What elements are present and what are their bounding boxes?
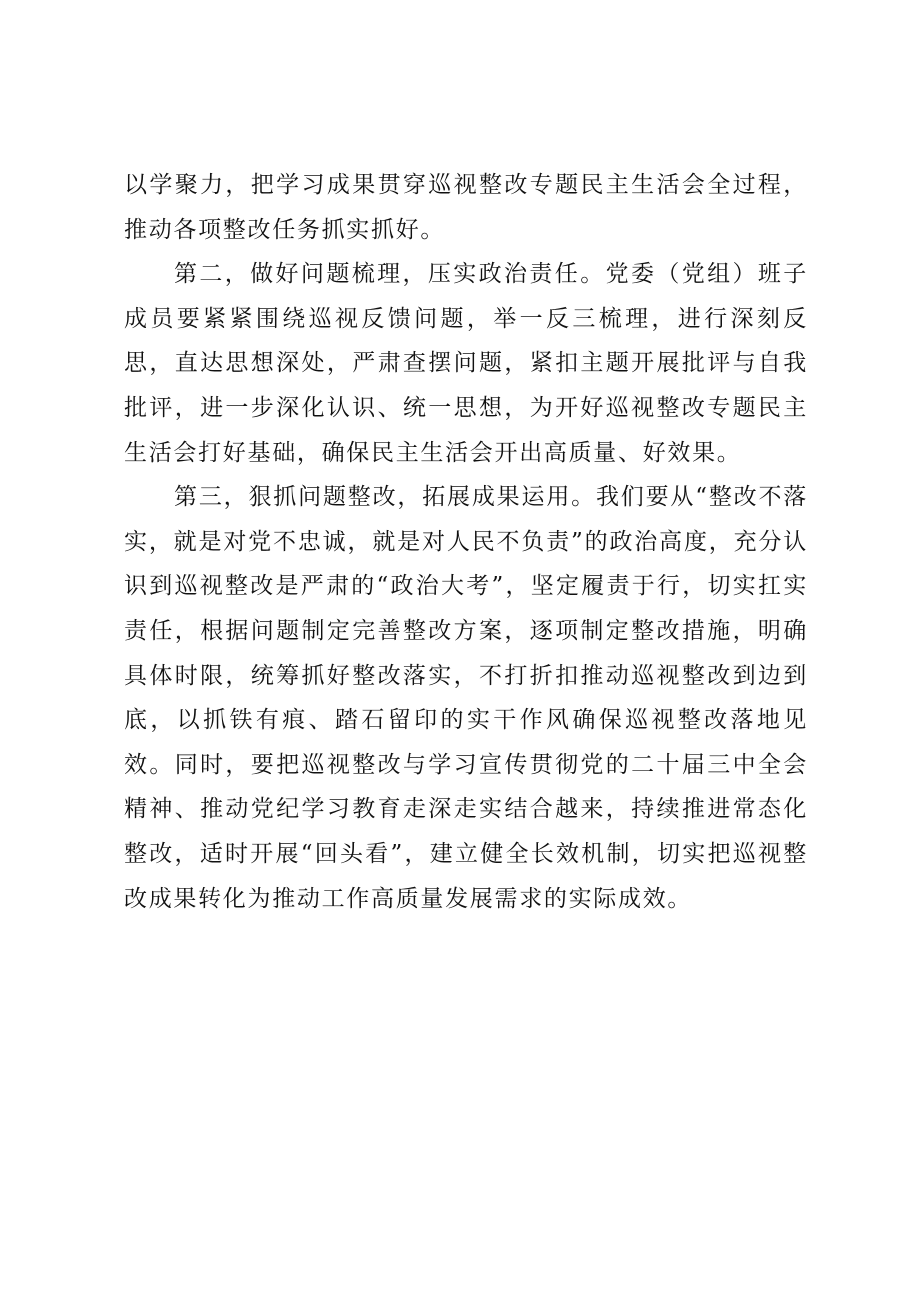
paragraph-third-point: 第三，狠抓问题整改，拓展成果运用。我们要从“整改不落实，就是对党不忠诚，就是对人民不负责”的政治高度，充分认识到巡视整改是严肃的“政治大考”，坚定履责于行，切实扛实责任，根据问题制定完善整改方案，逐项制定整改措施，明确具体时限，统筹抓好整改落实，不打折扣推动巡视整改到边到底，以抓铁有痕、踏石留印的实干作风确保巡视整改落地见效。同时，要把巡视整改与学习宣传贯彻党的二十届三中全会精神、推动党纪学习教育走深走实结合越来，持续推进常态化整改，适时开展“回头看”，建立健全长效机制，切实把巡视整改成果转化为推动工作高质量发展需求的实际成效。 <box>124 484 808 912</box>
paragraph-continuation: 以学聚力，把学习成果贯穿巡视整改专题民主生活会全过程，推动各项整改任务抓实抓好。 <box>124 172 808 243</box>
document-body <box>124 163 808 921</box>
paragraph-second-point: 第二，做好问题梳理，压实政治责任。党委（党组）班子成员要紧紧围绕巡视反馈问题，举一反三梳理，进行深刻反思，直达思想深处，严肃查摆问题，紧扣主题开展批评与自我批评，进一步深化认识、统一思想，为开好巡视整改专题民主生活会打好基础，确保民主生活会开出高质量、好效果。 <box>124 261 808 466</box>
